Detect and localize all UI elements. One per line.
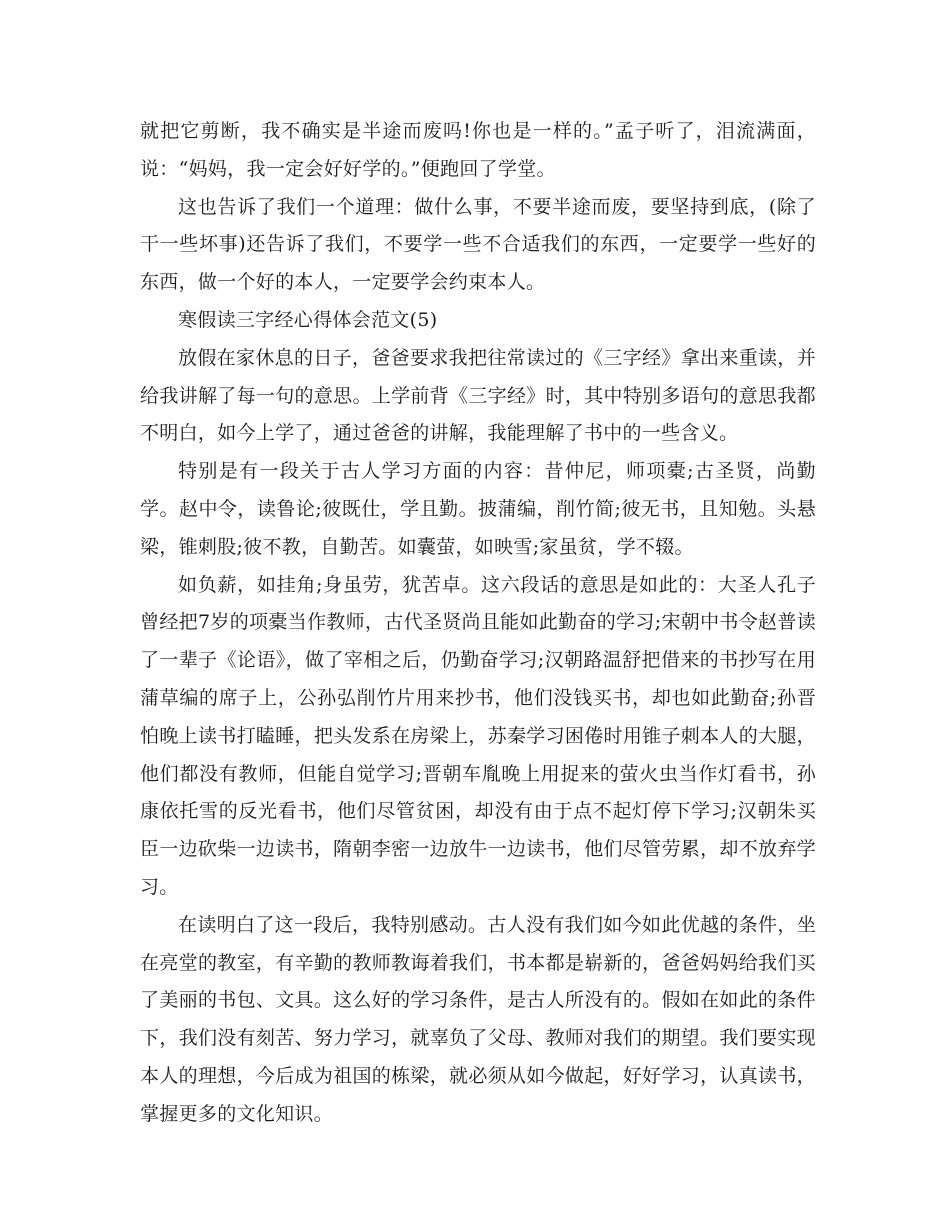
paragraph-quote: 特别是有一段关于古人学习方面的内容：昔仲尼，师项橐;古圣贤，尚勤学。赵中令，读鲁论;彼既仕，学且勤。披蒲编，削竹简;彼无书，且知勉。头悬梁，锥刺股;彼不教，自勤苦。如囊萤，如映雪;家虽贫，学不辍。: [140, 460, 816, 558]
paragraph-reflection: 在读明白了这一段后，我特别感动。古人没有我们如今如此优越的条件，坐在亮堂的教室，有辛勤的教师教诲着我们，书本都是崭新的，爸爸妈妈给我们买了美丽的书包、文具。这么好的学习条件，是古人所没有的。假如在如此的条件下，我们没有刻苦、努力学习，就辜负了父母、教师对我们的期望。我们要实现本人的理想，今后成为祖国的栋梁，就必须从如今做起，好好学习，认真读书，掌握更多的文化知识。: [140, 913, 816, 1125]
paragraph-continuation: 就把它剪断，我不确实是半途而废吗!你也是一样的。”孟子听了，泪流满面，说：“妈妈，我一定会好好学的。”便跑回了学堂。: [140, 120, 816, 180]
paragraph-lesson: 这也告诉了我们一个道理：做什么事，不要半途而废，要坚持到底，(除了干一些坏事)还告诉了我们，不要学一些不合适我们的东西，一定要学一些好的东西，做一个好的本人，一定要学会约束本人。: [140, 195, 816, 294]
section-heading: 寒假读三字经心得体会范文(5): [178, 308, 438, 331]
paragraph-intro: 放假在家休息的日子，爸爸要求我把往常读过的《三字经》拿出来重读，并给我讲解了每一句的意思。上学前背《三字经》时，其中特别多语句的意思我都不明白，如今上学了，通过爸爸的讲解，我能理解了书中的一些含义。: [140, 346, 816, 445]
paragraph-explanation: 如负薪，如挂角;身虽劳，犹苦卓。这六段话的意思是如此的：大圣人孔子曾经把7岁的项橐当作教师，古代圣贤尚且能如此勤奋的学习;宋朝中书令赵普读了一辈子《论语》，做了宰相之后，仍勤奋学习;汉朝路温舒把借来的书抄写在用蒲草编的席子上，公孙弘削竹片用来抄书，他们没钱买书，却也如此勤奋;孙晋怕晚上读书打瞌睡，把头发系在房梁上，苏秦学习困倦时用锥子刺本人的大腿，他们都没有教师，但能自觉学习;晋朝车胤晚上用捉来的萤火虫当作灯看书，孙康依托雪的反光看书，他们尽管贫困，却没有由于点不起灯停下学习;汉朝朱买臣一边砍柴一边读书，隋朝李密一边放牛一边读书，他们尽管劳累，却不放弃学习。: [140, 573, 816, 898]
document-body: [140, 113, 816, 1134]
